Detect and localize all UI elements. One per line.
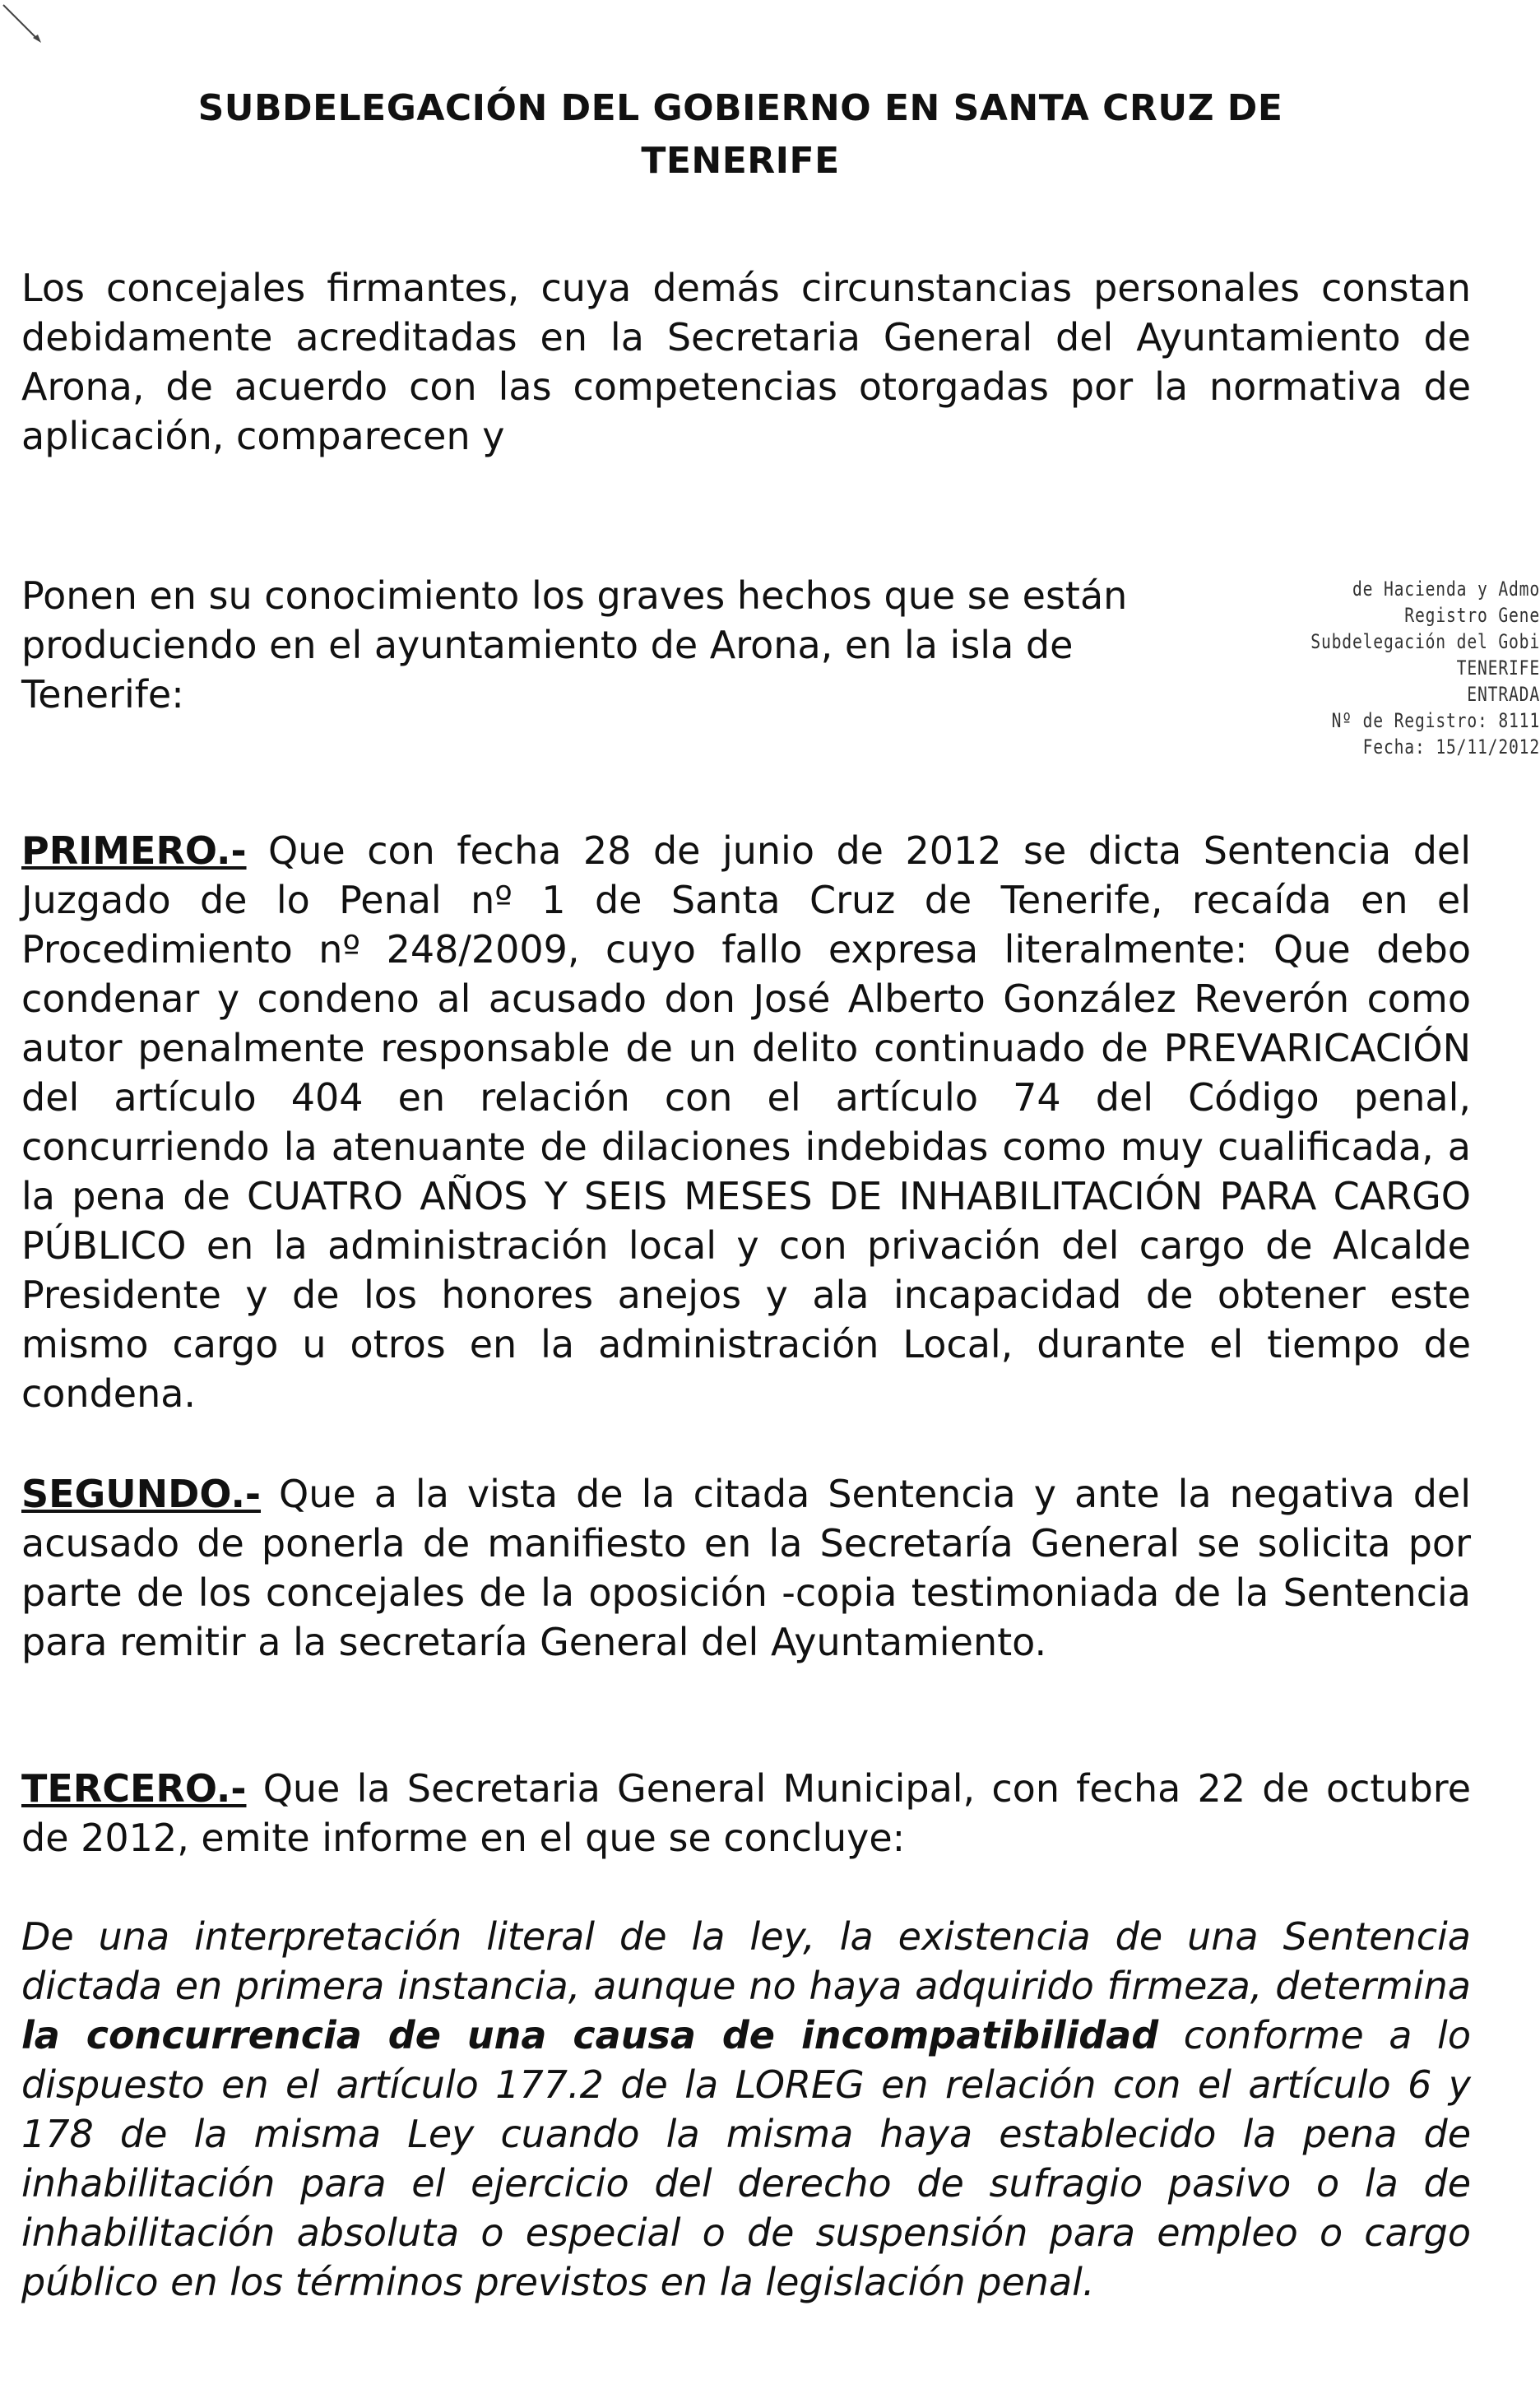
tercero-text: Que la Secretaria General Municipal, con fecha 22 de octubre de 2012, emite informe en el que se concluye: bbox=[21, 1766, 1471, 1860]
stamp-line-3: Subdelegación del Gobi bbox=[1310, 630, 1540, 653]
stamp-line-4: TENERIFE bbox=[1456, 656, 1540, 680]
stamp-line-6: Nº de Registro: 8111 bbox=[1331, 709, 1540, 732]
primero-text: Que con fecha 28 de junio de 2012 se dicta Sentencia del Juzgado de lo Penal nº 1 de Santa Cruz de Tenerife, recaída en el Procedimiento nº 248/2009, cuyo fallo expresa literalmente: Que debo condenar y condeno al acusado don José Alberto González Reverón como autor penalmente responsable de un delito continuado de PREVARICACIÓN del artículo 404 en relación con el artículo 74 del Código penal, concurriendo la atenuante de dilaciones indebidas como muy cualificada, a la pena de CUATRO AÑOS Y SEIS MESES DE INHABILITACIÓN PARA CARGO PÚBLICO en la administración local y con privación del cargo de Alcalde Presidente y de los honores anejos y ala incapacidad de obtener este mismo cargo u otros en la administración Local, durante el tiempo de condena. bbox=[21, 828, 1471, 1416]
segundo-label: SEGUNDO.- bbox=[21, 1472, 262, 1516]
document-title bbox=[132, 82, 1349, 188]
exposition-paragraph: Ponen en su conocimiento los graves hechos que se están produciendo en el ayuntamiento de Arona, en la isla de Tenerife: bbox=[21, 573, 1128, 717]
quote-paragraph bbox=[21, 1912, 1471, 2307]
quote-bold: la concurrencia de una causa de incompatibilidad bbox=[21, 2013, 1159, 2057]
stamp-line-1: de Hacienda y Admo bbox=[1352, 578, 1540, 601]
tercero-paragraph bbox=[21, 1764, 1471, 1862]
segundo-text: Que a la vista de la citada Sentencia y ante la negativa del acusado de ponerla de manifiesto en la Secretaría General se solicita por parte de los concejales de la oposición -copia testimoniada de la Sentencia para remitir a la secretaría General del Ayuntamiento. bbox=[21, 1472, 1471, 1664]
primero-label: PRIMERO.- bbox=[21, 828, 247, 873]
stamp-line-2: Registro Gene bbox=[1404, 604, 1540, 627]
tercero-label: TERCERO.- bbox=[21, 1766, 247, 1811]
quote-before: De una interpretación literal de la ley, la existencia de una Sentencia dictada en primera instancia, aunque no haya adquirido firmeza, determina bbox=[21, 1914, 1471, 2008]
title-line-1: SUBDELEGACIÓN DEL GOBIERNO EN SANTA CRUZ DE bbox=[197, 87, 1283, 129]
title-line-2: TENERIFE bbox=[641, 140, 840, 182]
registry-stamp bbox=[1235, 576, 1540, 760]
intro-paragraph: Los concejales firmantes, cuya demás circunstancias personales constan debidamente acreditadas en la Secretaria General del Ayuntamiento de Arona, de acuerdo con las competencias otorgadas por la normativa de aplicación, comparecen y bbox=[21, 266, 1471, 458]
segundo-paragraph bbox=[21, 1469, 1471, 1667]
primero-paragraph bbox=[21, 826, 1471, 1418]
scan-corner-mark bbox=[0, 0, 49, 49]
quote-after: conforme a lo dispuesto en el artículo 177.2 de la LOREG en relación con el artículo 6 y 178 de la misma Ley cuando la misma haya establecido la pena de inhabilitación para el ejercicio del derecho de sufragio pasivo o la de inhabilitación absoluta o especial o de suspensión para empleo o cargo público en los términos previstos en la legislación penal. bbox=[21, 2013, 1471, 2304]
stamp-line-7: Fecha: 15/11/2012 bbox=[1362, 735, 1540, 758]
stamp-line-5: ENTRADA bbox=[1467, 683, 1540, 706]
